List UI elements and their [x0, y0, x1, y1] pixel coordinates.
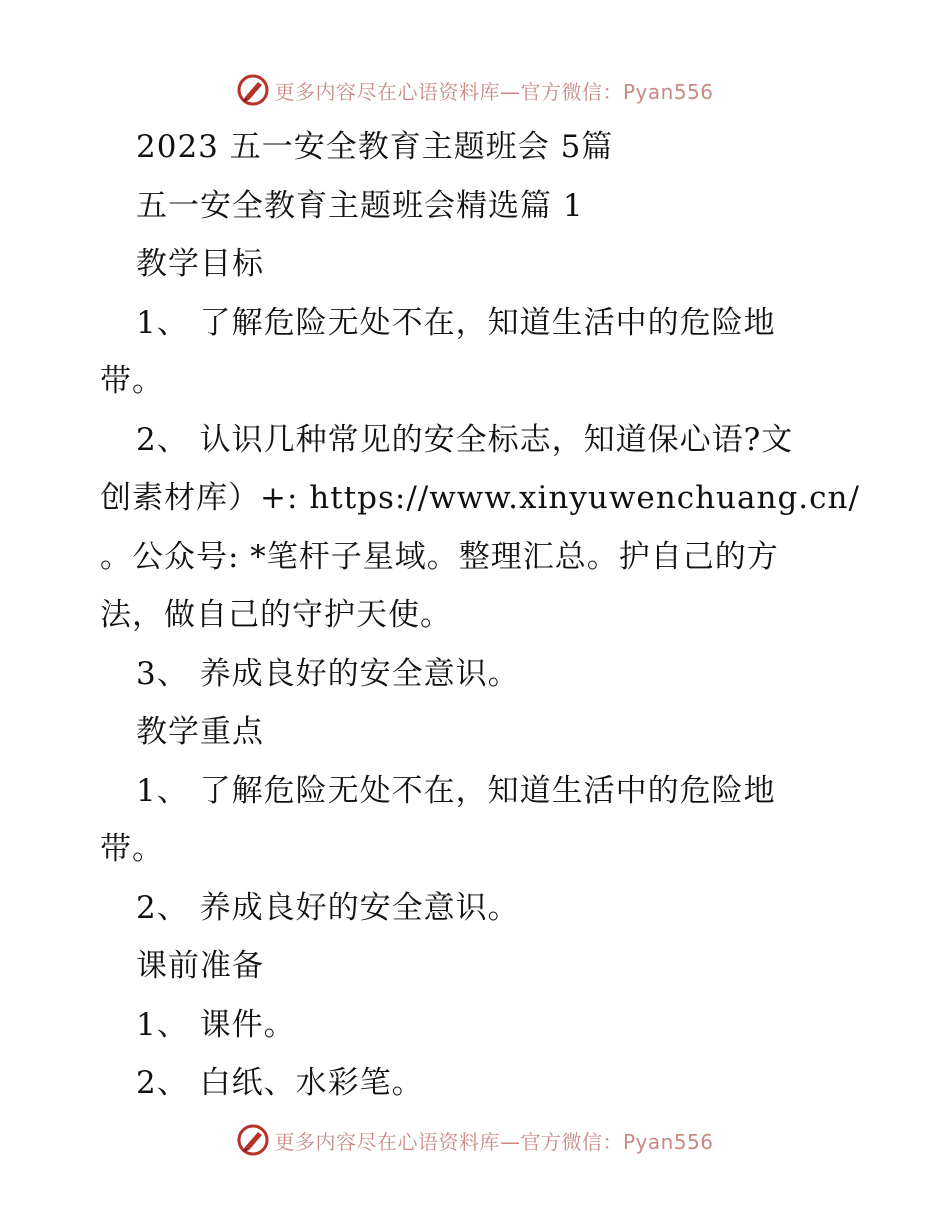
- paragraph-line: 2、 养成良好的安全意识。: [136, 889, 520, 926]
- paragraph-line: 1、 课件。: [136, 1006, 296, 1043]
- paragraph-line: 2、 认识几种常见的安全标志，知道保心语?文: [136, 421, 794, 458]
- paragraph-line: 2、 白纸、水彩笔。: [136, 1065, 424, 1101]
- paragraph-line: 1、 了解危险无处不在，知道生活中的危险地: [136, 304, 776, 341]
- paragraph-line: 带。: [100, 831, 164, 867]
- document-subtitle: 五一安全教育主题班会精选篇 1: [136, 187, 584, 224]
- paragraph-line: 带。: [100, 363, 164, 399]
- paragraph-line: 法，做自己的守护天使。: [100, 597, 452, 633]
- section-heading-preparation: 课前准备: [136, 948, 264, 984]
- pen-logo-icon: [236, 73, 270, 107]
- document-body: [100, 118, 860, 1113]
- paragraph-line: 。公众号: *笔杆子星域。整理汇总。护自己的方: [100, 538, 779, 575]
- section-heading-objectives: 教学目标: [136, 246, 264, 282]
- banner-text: 更多内容尽在心语资料库—官方微信：Pyan556: [274, 1129, 714, 1154]
- section-heading-key-points: 教学重点: [136, 714, 264, 750]
- header-watermark-banner: [0, 70, 950, 110]
- paragraph-line: 创素材库）+: https://www.xinyuwenchuang.cn/: [100, 480, 860, 516]
- document-title: 2023 五一安全教育主题班会 5篇: [136, 129, 614, 165]
- paragraph-line: 3、 养成良好的安全意识。: [136, 655, 520, 692]
- banner-text: 更多内容尽在心语资料库—官方微信：Pyan556: [274, 79, 714, 104]
- paragraph-line: 1、 了解危险无处不在，知道生活中的危险地: [136, 772, 776, 809]
- pen-logo-icon: [236, 1123, 270, 1157]
- footer-watermark-banner: [0, 1120, 950, 1160]
